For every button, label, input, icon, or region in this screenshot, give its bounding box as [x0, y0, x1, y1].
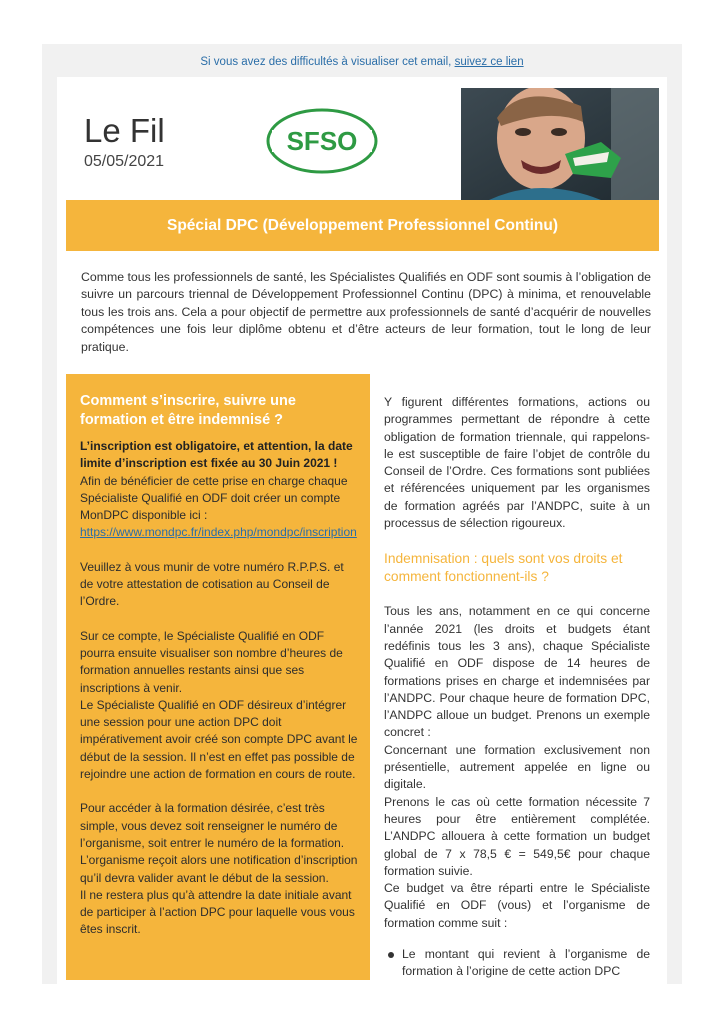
inscription-paragraph-1: Afin de bénéficier de cette prise en charge chaque Spécialiste Qualifié en ODF doit créer un compte MonDPC disponible ici : [80, 473, 348, 523]
indemnisation-paragraph-2: Concernant une formation exclusivement non présentielle, autrement appelée en ligne ou digitale. [384, 742, 650, 792]
view-online-notice [42, 56, 682, 68]
list-item [384, 946, 650, 981]
newsletter-date: 05/05/2021 [84, 153, 165, 170]
indemnisation-paragraph-1: Tous les ans, notamment en ce qui concerne l’année 2021 (les droits et budgets étant redéfinis tous les 3 ans), chaque Spécialiste Qualifié en ODF dispose de 14 heures de formations prises en charge et indemnisées par l’ANDPC. Pour chaque heure de formation DPC, l’ANDPC alloue un budget. Prenons un exemple concret : [384, 604, 650, 740]
indemnisation-paragraph-4: Ce budget va être réparti entre le Spécialiste Qualifié en ODF (vous) et l’organisme de formation comme suit : [384, 881, 650, 930]
inscription-paragraph-5: Pour accéder à la formation désirée, c’est très simple, vous devez soit renseigner le numéro de l’organisme, soit entrer le numéro de la formation. L’organisme reçoit alors une notification d’inscription qu’il devra valider avant le début de la session. [80, 801, 358, 885]
sfso-logo [266, 108, 378, 174]
indemnisation-heading: Indemnisation : quels sont vos droits et comment fonctionnent-ils ? [384, 551, 623, 584]
view-notice-text: Si vous avez des difficultés à visualiser cet email, [200, 56, 455, 68]
inscription-panel [66, 374, 370, 980]
inscription-paragraph-3: Sur ce compte, le Spécialiste Qualifié en ODF pourra ensuite visualiser son nombre d’heures de formation annuelles restants ainsi que ses inscriptions à venir. [80, 628, 343, 695]
logo-text: SFSO [286, 126, 358, 156]
bullet-icon [388, 952, 394, 958]
indemnisation-paragraph-3: Prenons le cas où cette formation nécessite 7 heures pour être entièrement complétée. L’ANDPC allouera à cette formation un budget global de 7 x 78,5 € = 549,5€ pour chaque formation suivie. [384, 794, 650, 878]
inscription-heading: Comment s’inscrire, suivre une formation et être indemnisé ? [80, 393, 296, 428]
inscription-deadline: L’inscription est obligatoire, et attention, la date limite d’inscription est fixée au 30 Juin 2021 ! [80, 439, 353, 471]
newsletter-title: Le Fil [84, 112, 165, 149]
indemnisation-column [384, 394, 650, 981]
bullet-text: Le montant qui revient à l’organisme de formation à l’origine de cette action DPC [402, 947, 650, 979]
special-dpc-banner: Spécial DPC (Développement Professionnel Continu) [66, 200, 659, 251]
inscription-paragraph-2: Veuillez à vous munir de votre numéro R.P.P.S. et de votre attestation de cotisation au Conseil de l’Ordre. [80, 559, 344, 609]
inscription-paragraph-6: Il ne restera plus qu’à attendre la date initiale avant de participer à l’action DPC pour laquelle vous vous êtes inscrit. [80, 887, 355, 937]
inscription-paragraph-4: Le Spécialiste Qualifié en ODF désireux d’intégrer une session pour une action DPC doit impérativement avoir créé son compte DPC avant le début de la session. Il n’est en effet pas possible de rejoindre une action de formation en cours de route. [80, 697, 358, 782]
child-photo [461, 88, 659, 200]
view-online-link[interactable]: suivez ce lien [454, 56, 524, 68]
formations-paragraph: Y figurent différentes formations, actions ou programmes permettant de répondre à cette obligation de formation triennale, qui rappelons-le est susceptible de faire l’objet de contrôle du Conseil de l’Ordre. Ces formations sont publiées et référencées uniquement par les organismes de formation agréés par l’ANDPC, suite à un processus de sélection rigoureux. [384, 395, 650, 531]
intro-paragraph: Comme tous les professionnels de santé, les Spécialistes Qualifiés en ODF sont soumis à l’obligation de suivre un parcours triennal de Développement Professionnel Continu (DPC) à minima, et renouvelable tous les trois ans. Cela a pour objectif de permettre aux professionnels de santé d’acquérir de nouvelles compétences une fois leur diplôme obtenu et d’être acteurs de leur formation, tout le long de leur pratique. [81, 270, 651, 354]
mondpc-link[interactable]: https://www.mondpc.fr/index.php/mondpc/inscription [80, 525, 357, 540]
